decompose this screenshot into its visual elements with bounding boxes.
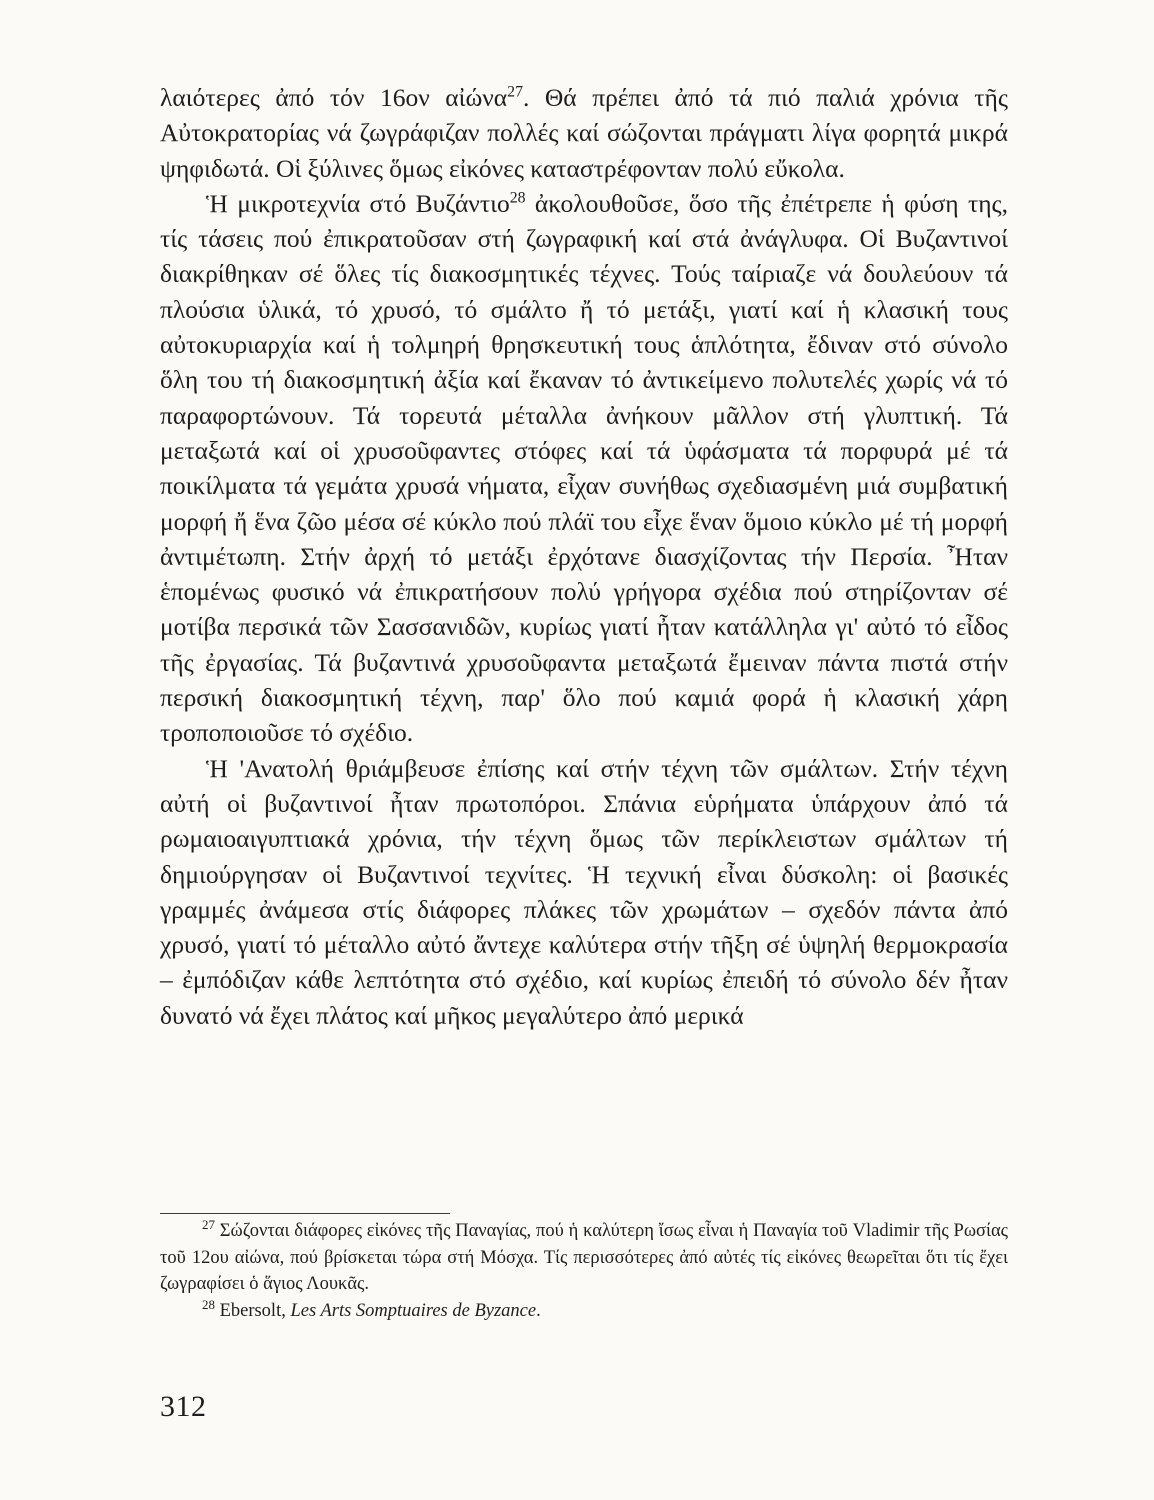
footnote-ref: 28 <box>509 189 526 207</box>
main-text <box>160 80 1008 1033</box>
footnote <box>160 1298 1008 1325</box>
text-run: ἀκολουθοῦσε, ὅσο τῆς ἐπέτρεπε ἡ φύση της, τίς τάσεις πού ἐπικρατοῦσαν στή ζωγραφική καί στά ἀνάγλυφα. Οἱ Βυζαντινοί διακρίθηκαν σέ ὅλες τίς διακοσμητικές τέχνες. Τούς ταίριαζε νά δουλεύουν τά πλούσια ὑλικά, τό χρυσό, τό σμάλτο ἤ τό μετάξι, γιατί καί ἡ κλασική τους αὐτοκυριαρχία καί ἡ τολμηρή θρησκευτική τους ἁπλότητα, ἔδιναν στό σύνολο ὅλη του τή διακοσμητική ἀξία καί ἔκαναν τό ἀντικείμενο πολυτελές χωρίς νά τό παραφορτώνουν. Τά τορευτά μέταλλα ἀνήκουν μᾶλλον στή γλυπτική. Τά μεταξωτά καί οἱ χρυσοῦφαντες στόφες καί τά ὑφάσματα τά πορφυρά μέ τά ποικίλματα τά γεμάτα χρυσά νήματα, εἶχαν συνήθως σχεδιασμένη μιά συμβατική μορφή ἤ ἕνα ζῶο μέσα σέ κύκλο πού πλάϊ του εἶχε ἕναν ὅμοιο κύκλο μέ τή μορφή ἀντιμέτωπη. Στήν ἀρχή τό μετάξι ἐρχότανε διασχίζοντας τήν Περσία. Ἦταν ἑπομένως φυσικό νά ἐπικρατήσουν πολύ γρήγορα σχέδια πού στηρίζονταν σέ μοτίβα περσικά τῶν Σασσανιδῶν, κυρίως γιατί ἦταν κατάλληλα γι' αὐτό τό εἶδος τῆς ἐργασίας. Τά βυζαντινά χρυσοῦφαντα μεταξωτά ἔμειναν πάντα πιστά στήν περσική διακοσμητική τέχνη, παρ' ὅλο πού καμιά φορά ἡ κλασική χάρη τροποποιοῦσε τό σχέδιο. <box>160 188 1008 748</box>
text-run: Σώζονται διάφορες εἰκόνες τῆς Παναγίας, πού ἡ καλύτερη ἴσως εἶναι ἡ Παναγία τοῦ Vladimir τῆς Ρωσίας τοῦ 12ου αἰώνα, πού βρίσκεται τώρα στή Μόσχα. Τίς περισσότερες ἀπό αὐτές τίς εἰκόνες θεωρεῖται ὅτι τίς ἔχει ζωγραφίσει ὁ ἅγιος Λουκᾶς. <box>160 1221 1008 1294</box>
text-run: Ebersolt, <box>214 1300 291 1321</box>
footnote-ref: 28 <box>202 1296 215 1312</box>
text-run: Ἡ μικροτεχνία στό Βυζάντιο <box>206 188 510 218</box>
text-run: λαιότερες ἀπό τόν 16ον αἰώνα <box>160 83 508 112</box>
text-run: . Θά πρέπει ἀπό τά πιό παλιά χρόνια τῆς Αὐτοκρατορίας νά ζωγράφιζαν πολλές καί σώζονται πράγματι λίγα φορητά μικρά ψηφιδωτά. Οἱ ξύλινες ὅμως εἰκόνες καταστρέφονταν πολύ εὔκολα. <box>160 83 1008 183</box>
text-run: . <box>536 1300 541 1321</box>
footnote-divider <box>160 1213 450 1214</box>
footnote <box>160 1218 1008 1298</box>
text-run: Ἡ 'Ανατολή θριάμβευσε ἐπίσης καί στήν τέχνη τῶν σμάλτων. Στήν τέχνη αὐτή οἱ βυζαντινοί ἦταν πρωτοπόροι. Σπάνια εὑρήματα ὑπάρχουν ἀπό τά ρωμαιοαιγυπτιακά χρόνια, τήν τέχνη ὅμως τῶν περίκλειστων σμάλτων τή δημιούργησαν οἱ Βυζαντινοί τεχνίτες. Ἡ τεχνική εἶναι δύσκολη: οἱ βασικές γραμμές ἀνάμεσα στίς διάφορες πλάκες τῶν χρωμάτων – σχεδόν πάντα ἀπό χρυσό, γιατί τό μέταλλο αὐτό ἄντεχε καλύτερα στήν τῆξη σέ ὑψηλή θερμοκρασία – ἐμπόδιζαν κάθε λεπτότητα στό σχέδιο, καί κυρίως ἐπειδή τό σύνολο δέν ἦταν δυνατό νά ἔχει πλάτος καί μῆκος μεγαλύτερο ἀπό μερικά <box>160 753 1008 1030</box>
footnotes <box>160 1218 1008 1324</box>
page-number: 312 <box>160 1390 207 1423</box>
italic-title: Les Arts Somptuaires de Byzance <box>290 1300 537 1321</box>
footnote-ref: 27 <box>507 83 523 101</box>
paragraph <box>160 80 1008 186</box>
footnote-ref: 27 <box>202 1216 215 1232</box>
paragraph <box>160 186 1008 751</box>
paragraph <box>160 751 1008 1033</box>
